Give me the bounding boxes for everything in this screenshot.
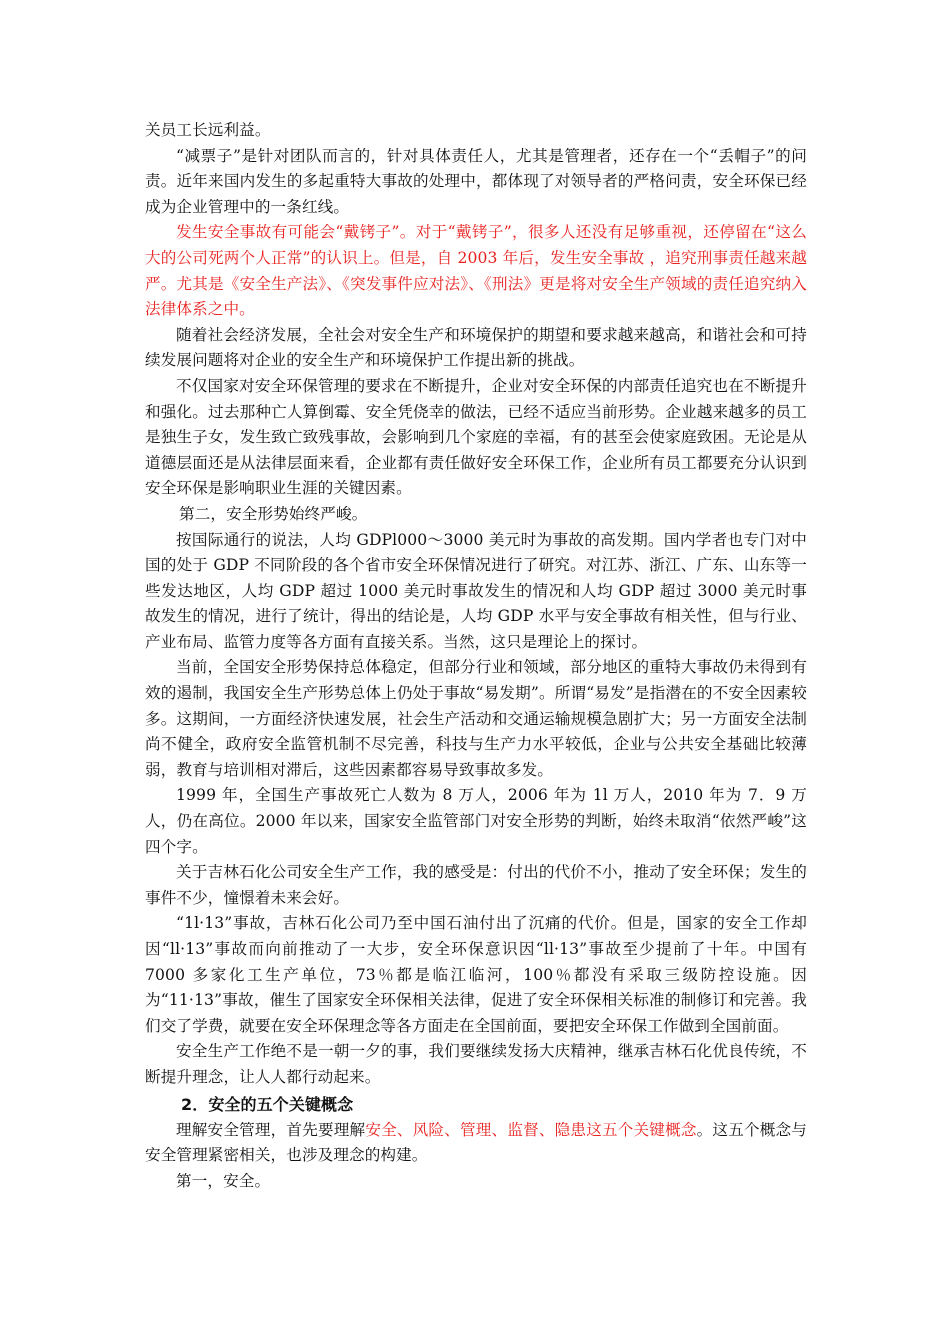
- paragraph-first-safety: 第一，安全。: [176, 1171, 271, 1190]
- section-heading: 2．安全的五个关键概念: [181, 1094, 354, 1114]
- document-body: [145, 118, 807, 1194]
- paragraph-second-point: 第二，安全形势始终严峻。: [179, 504, 368, 523]
- paragraph-1113-incident: “1l·13”事故，吉林石化公司乃至中国石油付出了沉痛的代价。但是，国家的安全工作却因“ll·13”事故而向前推动了一大步，安全环保意识因“ll·13”事故至少提前了十年。中国有 7000 多家化工生产单位，73％都是临江临河，100％都没有采取三级防控设施。因为“11·13”事故，催生了国家安全环保相关法律，促进了安全环保相关标准的制修订和完善。我们交了学费，就要在安全环保理念等各方面走在全国前面，要把安全环保工作做到全国前面。: [145, 914, 807, 1035]
- paragraph-fatality-statistics: 1999 年，全国生产事故死亡人数为 8 万人，2006 年为 1l 万人，2010 年为 7．9 万人，仍在高位。2000 年以来，国家安全监管部门对安全形势的判断，始终未取消“依然严峻”这四个字。: [145, 786, 807, 856]
- paragraph-internal-accountability: 不仅国家对安全环保管理的要求在不断提升，企业对安全环保的内部责任追究也在不断提升和强化。过去那种亡人算倒霉、安全凭侥幸的做法，已经不适应当前形势。企业越来越多的员工是独生子女，发生致亡致残事故，会影响到几个家庭的幸福，有的甚至会使家庭致困。无论是从道德层面还是从法律层面来看，企业都有责任做好安全环保工作，企业所有员工都要充分认识到安全环保是影响职业生涯的关键因素。: [145, 376, 807, 498]
- paragraph-five-concepts: [145, 1118, 807, 1169]
- paragraph-continuation: 关员工长远利益。: [145, 121, 271, 139]
- paragraph-gdp-analysis: 按国际通行的说法，人均 GDPl000～3000 美元时为事故的高发期。国内学者也专门对中国的处于 GDP 不同阶段的各个省市安全环保情况进行了研究。对江苏、浙江、广东、山东等一些发达地区，人均 GDP 超过 1000 美元时事故发生的情况和人均 GDP 超过 3000 美元时事故发生的情况，进行了统计，得出的结论是，人均 GDP 水平与安全事故有相关性，但与行业、产业布局、监管力度等各方面有直接关系。当然，这只是理论上的探讨。: [145, 530, 807, 651]
- five-concepts-highlight: 安全、风险、管理、监督、隐患这五个关键概念: [365, 1120, 697, 1139]
- five-concepts-intro: 理解安全管理，首先要理解: [176, 1120, 366, 1139]
- paragraph-jian-piao-zi: “减票子”是针对团队而言的，针对具体责任人，尤其是管理者，还存在一个“丢帽子”的问责。近年来国内发生的多起重特大事故的处理中，都体现了对领导者的严格问责，安全环保已经成为企业管理中的一条红线。: [145, 146, 807, 216]
- five-concepts-rest: 。这五个概念与安全管理紧密相关，也涉及理念的构建。: [145, 1120, 807, 1165]
- paragraph-jilin-feelings: 关于吉林石化公司安全生产工作，我的感受是：付出的代价不小，推动了安全环保；发生的事件不少，憧憬着未来会好。: [145, 863, 807, 907]
- paragraph-current-situation: 当前，全国安全形势保持总体稳定，但部分行业和领域，部分地区的重特大事故仍未得到有效的遏制，我国安全生产形势总体上仍处于事故“易发期”。所谓“易发”是指潜在的不安全因素较多。这期间，一方面经济快速发展，社会生产活动和交通运输规模急剧扩大；另一方面安全法制尚不健全，政府安全监管机制不尽完善，科技与生产力水平较低，企业与公共安全基础比较薄弱，教育与培训相对滞后，这些因素都容易导致事故多发。: [145, 658, 807, 779]
- paragraph-daqing-spirit: 安全生产工作绝不是一朝一夕的事，我们要继续发扬大庆精神，继承吉林石化优良传统，不断提升理念，让人人都行动起来。: [145, 1042, 807, 1086]
- paragraph-social-expectations: 随着社会经济发展，全社会对安全生产和环境保护的期望和要求越来越高，和谐社会和可持续发展问题将对企业的安全生产和环境保护工作提出新的挑战。: [145, 325, 807, 370]
- paragraph-dai-kao-zi-highlighted: 发生安全事故有可能会“戴铐子”。对于“戴铐子”，很多人还没有足够重视，还停留在“这么大的公司死两个人正常”的认识上。但是，自 2003 年后，发生安全事故 ，追究刑事责任越来越严。尤其是《安全生产法》、《突发事件应对法》、《刑法》更是将对安全生产领域的责任追究纳入法律体系之中。: [145, 223, 807, 319]
